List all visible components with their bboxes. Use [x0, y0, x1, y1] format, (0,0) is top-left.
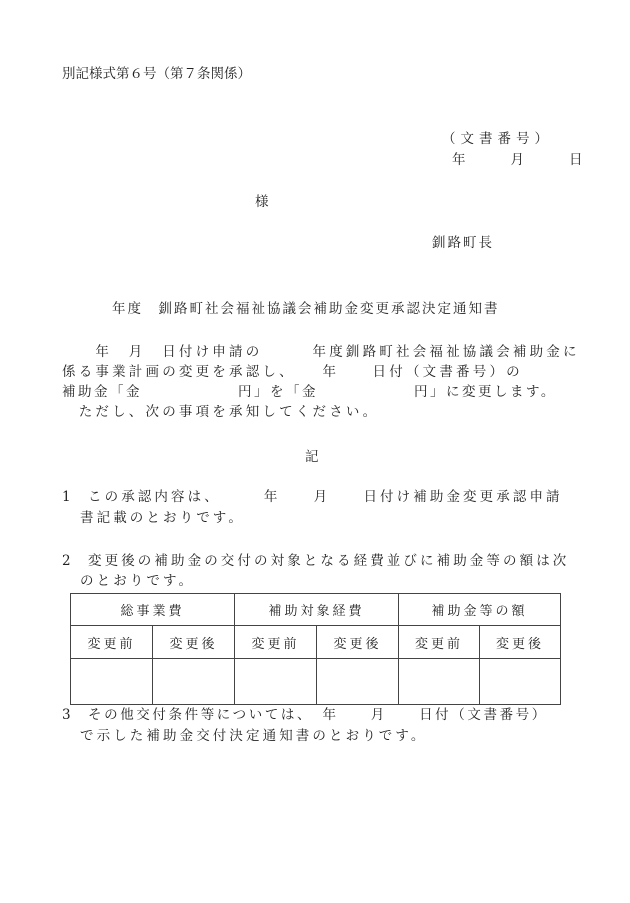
table-subheader: 変更前 [71, 626, 153, 659]
table-subheader: 変更後 [153, 626, 235, 659]
body-line: ただし、次の事項を承知してください。 [62, 404, 380, 420]
table-header-total-cost: 総事業費 [71, 594, 235, 626]
expense-table [70, 593, 561, 705]
table-cell [480, 659, 561, 705]
table-cell [317, 659, 399, 705]
item-text: で示した補助金交付決定通知書のとおりです。 [80, 728, 428, 744]
item-number: 3 [62, 707, 71, 723]
item-number: 1 [62, 489, 71, 505]
table-group-header-row [71, 594, 561, 626]
ki-heading: 記 [305, 449, 319, 465]
table-cell [153, 659, 235, 705]
item-text: のとおりです。 [80, 573, 196, 589]
item-text: この承認内容は、 年 月 日付け補助金変更承認申請 [88, 489, 563, 505]
table-cell [235, 659, 317, 705]
table-subheader: 変更前 [235, 626, 317, 659]
table-subheader-row [71, 626, 561, 659]
item-text: 書記載のとおりです。 [80, 510, 245, 526]
table-header-subsidy-amount: 補助金等の額 [399, 594, 561, 626]
table-cell [399, 659, 480, 705]
table-subheader: 変更前 [399, 626, 480, 659]
form-label: 別記様式第６号（第７条関係） [62, 66, 251, 82]
table-header-eligible-cost: 補助対象経費 [235, 594, 399, 626]
body-line: 補助金「金 円」を「金 円」に変更します。 [62, 384, 557, 400]
item-text: その他交付条件等については、 年 月 日付（文書番号） [88, 707, 548, 723]
table-row [71, 659, 561, 705]
table-subheader: 変更後 [317, 626, 399, 659]
document-title: 年度 釧路町社会福祉協議会補助金変更承認決定通知書 [112, 301, 500, 317]
item-number: 2 [62, 553, 71, 569]
sender-name: 釧路町長 [432, 235, 494, 251]
table-cell [71, 659, 153, 705]
document-number: （文書番号） [442, 131, 553, 147]
addressee-suffix: 様 [255, 194, 269, 210]
body-line: 年 月 日付け申請の 年度釧路町社会福祉協議会補助金に [62, 344, 580, 360]
item-text: 変更後の補助金の交付の対象となる経費並びに補助金等の額は次 [88, 553, 570, 569]
table-subheader: 変更後 [480, 626, 561, 659]
body-line: 係る事業計画の変更を承認し、 年 日付（文書番号）の [62, 364, 523, 380]
date-line: 年 月 日 [452, 152, 589, 168]
